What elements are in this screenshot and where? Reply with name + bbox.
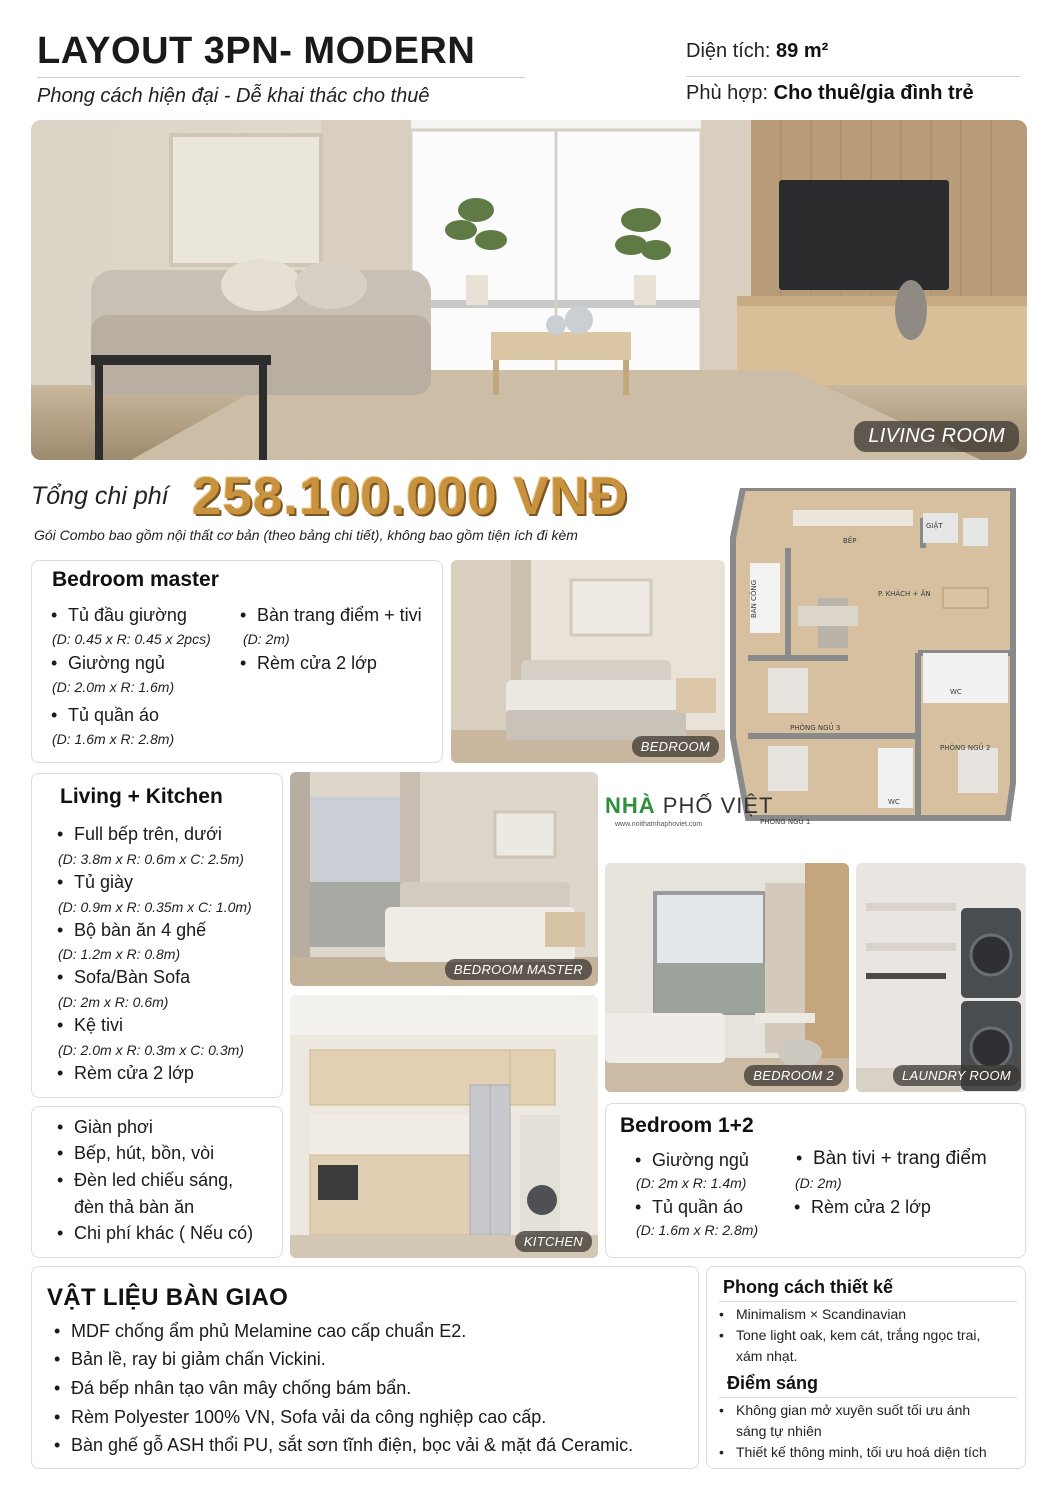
- list-item: • Tủ quần áo: [652, 1197, 743, 1218]
- fit-label: Phù hợp:: [686, 82, 769, 104]
- extras-card: [31, 1106, 283, 1258]
- item-dimension: (D: 0.9m x R: 0.35m x C: 1.0m): [58, 899, 252, 915]
- total-cost-value: 258.100.000 VNĐ: [192, 467, 629, 526]
- bedroom-master-tag: BEDROOM MASTER: [445, 959, 592, 980]
- brand-url: www.noithatnhaphoviet.com: [615, 821, 703, 828]
- item-dimension: (D: 2m x R: 1.4m): [636, 1175, 747, 1191]
- materials-card: [31, 1266, 699, 1469]
- list-item: • Tủ đầu giường: [68, 605, 187, 626]
- fp-balcony-label: BAN CÔNG: [750, 579, 758, 618]
- brand-name: [605, 793, 773, 819]
- bedroom-photo: [451, 560, 725, 763]
- list-item: • Không gian mở xuyên suốt tối ưu ánh sáng tự nhiên: [736, 1400, 1004, 1442]
- item-dimension: (D: 2m): [243, 631, 290, 647]
- kitchen-photo: [290, 995, 598, 1258]
- list-item: • Chi phí khác ( Nếu có): [74, 1223, 253, 1244]
- kitchen-illustration: [290, 995, 598, 1258]
- item-dimension: (D: 1.6m x R: 2.8m): [636, 1222, 759, 1238]
- list-item: • Bộ bàn ăn 4 ghế: [74, 920, 206, 941]
- list-item: • Bản lề, ray bi giảm chấn Vickini.: [71, 1349, 326, 1370]
- fp-living-label: P. KHÁCH + ĂN: [878, 590, 931, 598]
- laundry-photo: [856, 863, 1026, 1092]
- page-title: LAYOUT 3PN- MODERN: [37, 30, 476, 72]
- list-item: • Bếp, hút, bồn, vòi: [74, 1143, 214, 1164]
- design-style-heading: Phong cách thiết kế: [723, 1277, 894, 1297]
- list-item: • Rèm Polyester 100% VN, Sofa vải da công nghiệp cao cấp.: [71, 1407, 546, 1428]
- fit-value: Cho thuê/gia đình trẻ: [773, 82, 974, 104]
- list-item: • Giàn phơi: [74, 1117, 153, 1138]
- list-item: • Thiết kế thông minh, tối ưu hoá diện tích: [736, 1442, 1026, 1463]
- list-item: • Rèm cửa 2 lớp: [811, 1197, 931, 1218]
- living-room-photo: [31, 120, 1027, 460]
- total-cost-note: Gói Combo bao gồm nội thất cơ bản (theo bảng chi tiết), không bao gồm tiện ích đi kèm: [34, 527, 578, 543]
- bedroom-master-illustration: [290, 772, 598, 986]
- item-dimension: (D: 2.0m x R: 0.3m x C: 0.3m): [58, 1042, 244, 1058]
- bedroom-12-card: [605, 1103, 1026, 1258]
- fp-bedroom3-label: PHÒNG NGỦ 3: [790, 724, 841, 732]
- list-item-continuation: đèn thả bàn ăn: [74, 1197, 195, 1217]
- list-item: • Full bếp trên, dưới: [74, 824, 222, 845]
- bedroom-2-tag: BEDROOM 2: [744, 1065, 843, 1086]
- bedroom-2-illustration: [605, 863, 849, 1092]
- bedroom-tag: BEDROOM: [632, 736, 719, 757]
- list-item: • Minimalism × Scandinavian: [736, 1304, 1016, 1325]
- brand-name-a: NHÀ: [605, 793, 656, 818]
- list-item: • Bàn ghế gỗ ASH thổi PU, sắt sơn tĩnh điện, bọc vải & mặt đá Ceramic.: [71, 1435, 633, 1456]
- item-dimension: (D: 1.2m x R: 0.8m): [58, 946, 181, 962]
- page-subtitle: Phong cách hiện đại - Dễ khai thác cho thuê: [37, 85, 430, 107]
- living-kitchen-heading: Living + Kitchen: [60, 785, 223, 808]
- list-item: • Đèn led chiếu sáng,: [74, 1170, 233, 1191]
- list-item: • Bàn trang điểm + tivi: [257, 605, 422, 626]
- list-item: • Tone light oak, kem cát, trắng ngọc trai, xám nhạt.: [736, 1325, 998, 1367]
- list-item: • Rèm cửa 2 lớp: [257, 653, 377, 674]
- design-style-card: [706, 1266, 1026, 1469]
- brand-logo: [605, 793, 773, 828]
- fp-laundry-label: GIẶT: [926, 522, 943, 530]
- bedroom-master-heading: Bedroom master: [52, 568, 219, 591]
- list-item: • Tủ quần áo: [68, 705, 159, 726]
- fp-bedroom1-label: PHÒNG NGỦ 1: [760, 818, 811, 826]
- total-cost-label: Tổng chi phí: [31, 482, 169, 510]
- fp-wc1-label: WC: [950, 688, 962, 696]
- list-item: • Kệ tivi: [74, 1015, 123, 1036]
- highlights-heading: Điểm sáng: [727, 1373, 819, 1393]
- item-dimension: (D: 2m x R: 0.6m): [58, 994, 169, 1010]
- fp-bedroom2-label: PHÒNG NGỦ 2: [940, 744, 991, 752]
- item-dimension: (D: 3.8m x R: 0.6m x C: 2.5m): [58, 851, 244, 867]
- materials-heading: VẬT LIỆU BÀN GIAO: [47, 1284, 289, 1311]
- list-item: • MDF chống ẩm phủ Melamine cao cấp chuẩn E2.: [71, 1321, 466, 1342]
- laundry-tag: LAUNDRY ROOM: [893, 1065, 1020, 1086]
- living-room-tag: LIVING ROOM: [854, 421, 1019, 452]
- bedroom-2-photo: [605, 863, 849, 1092]
- divider: [719, 1397, 1017, 1398]
- meta-divider: [686, 76, 1020, 77]
- item-dimension: (D: 1.6m x R: 2.8m): [52, 731, 175, 747]
- list-item: • Tủ giày: [74, 872, 133, 893]
- kitchen-tag: KITCHEN: [515, 1231, 592, 1252]
- list-item: • Đá bếp nhân tạo vân mây chống bám bẩn.: [71, 1378, 411, 1399]
- brand-name-b: PHỐ VIỆT: [662, 793, 774, 818]
- fp-wc2-label: WC: [888, 798, 900, 806]
- living-kitchen-card: [31, 773, 283, 1098]
- bedroom-illustration: [451, 560, 725, 763]
- fit-info: [686, 82, 974, 105]
- item-dimension: (D: 2.0m x R: 1.6m): [52, 679, 175, 695]
- item-dimension: (D: 2m): [795, 1175, 842, 1191]
- area-label: Diện tích:: [686, 40, 771, 62]
- list-item: • Bàn tivi + trang điểm: [813, 1148, 987, 1170]
- bedroom-12-heading: Bedroom 1+2: [620, 1114, 754, 1137]
- item-dimension: (D: 0.45 x R: 0.45 x 2pcs): [52, 631, 211, 647]
- divider: [719, 1301, 1017, 1302]
- list-item: • Sofa/Bàn Sofa: [74, 967, 190, 988]
- bedroom-master-photo: [290, 772, 598, 986]
- fp-kitchen-label: BẾP: [843, 537, 857, 545]
- list-item: • Giường ngủ: [652, 1150, 749, 1171]
- laundry-illustration: [856, 863, 1026, 1092]
- list-item: • Rèm cửa 2 lớp: [74, 1063, 194, 1084]
- area-info: [686, 40, 828, 63]
- living-room-illustration: [31, 120, 1027, 460]
- title-divider: [37, 77, 525, 78]
- list-item: • Giường ngủ: [68, 653, 165, 674]
- area-value: 89 m²: [776, 40, 829, 62]
- bedroom-master-card: [31, 560, 443, 763]
